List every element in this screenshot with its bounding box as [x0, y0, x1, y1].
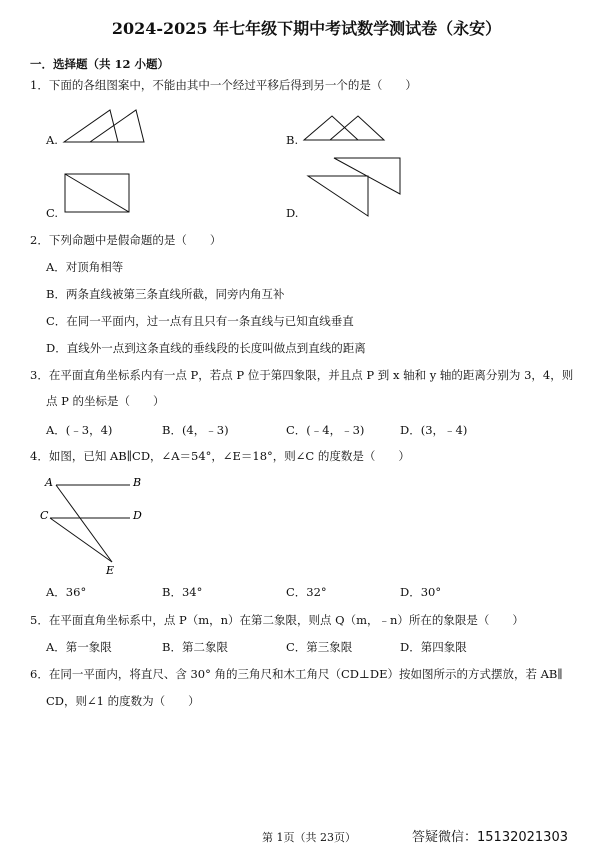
question-1-stem: 1．下面的各组图案中，不能由其中一个经过平移后得到另一个的是（ ） [30, 78, 417, 92]
q3-option-a: A．(﹣3，4) [46, 423, 113, 437]
q2-option-b: B．两条直线被第三条直线所截，同旁内角互补 [46, 287, 285, 301]
q2-option-c: C．在同一平面内，过一点有且只有一条直线与已知直线垂直 [46, 314, 354, 328]
q1-option-b-label: B. [286, 133, 299, 147]
q3-option-d: D．(3，﹣4) [400, 423, 468, 437]
question-4-stem: 4．如图，已知 AB∥CD，∠A＝54°，∠E＝18°，则∠C 的度数是（ ） [30, 449, 410, 463]
q1-b-triangle-2 [330, 116, 384, 140]
q5-option-a: A．第一象限 [46, 640, 112, 654]
question-6-stem-line-2: CD，则∠1 的度数为（ ） [46, 694, 200, 708]
q1-b-triangle-1 [304, 116, 358, 140]
question-2-stem: 2．下列命题中是假命题的是（ ） [30, 233, 222, 247]
q4-label-e: E [106, 564, 115, 577]
q4-figure [40, 472, 160, 580]
q4-line-ae [56, 485, 112, 562]
page-number: 第 1页（共 23页） [262, 831, 356, 844]
question-6-stem-line-1: 6．在同一平面内，将直尺、含 30° 角的三角尺和木工角尺（CD⊥DE）按如图所示的方式摆放，若 AB∥ [30, 667, 563, 681]
q5-option-b: B．第二象限 [162, 640, 228, 654]
q5-option-d: D．第四象限 [400, 640, 467, 654]
q4-line-ce [50, 518, 112, 562]
q1-figure-a [62, 104, 152, 146]
page-title: 2024-2025 年七年级下期中考试数学测试卷（永安） [111, 19, 502, 38]
q1-figure-b [302, 110, 392, 144]
q4-option-c: C．32° [286, 585, 327, 599]
q1-option-d-label: D. [286, 206, 299, 220]
q1-option-a-label: A. [46, 133, 58, 147]
section-heading: 一．选择题（共 12 小题） [30, 57, 170, 71]
q4-label-b: B [133, 476, 142, 489]
question-3-stem-line-2: 点 P 的坐标是（ ） [46, 394, 165, 408]
q4-option-b: B．34° [162, 585, 203, 599]
q4-label-d: D [133, 509, 142, 522]
q2-option-d: D．直线外一点到这条直线的垂线段的长度叫做点到直线的距离 [46, 341, 366, 355]
contact-info: 答疑微信：15132021303 [412, 830, 568, 845]
q1-c-diagonal [65, 174, 129, 212]
question-3-stem-line-1: 3．在平面直角坐标系内有一点 P，若点 P 位于第四象限，并且点 P 到 x 轴和 y 轴的距离分别为 3，4，则 [30, 368, 574, 382]
q1-a-triangle-1 [64, 110, 118, 142]
q1-figure-d [304, 154, 404, 220]
q2-option-a: A．对顶角相等 [46, 260, 124, 274]
q5-option-c: C．第三象限 [286, 640, 353, 654]
q3-option-c: C．(﹣4，﹣3) [286, 423, 365, 437]
q4-label-a: A [45, 476, 53, 489]
q3-option-b: B．(4，﹣3) [162, 423, 229, 437]
q1-figure-c [62, 170, 132, 216]
question-5-stem: 5．在平面直角坐标系中，点 P（m，n）在第二象限，则点 Q（m，﹣n）所在的象限是（ ） [30, 613, 524, 627]
q4-label-c: C [40, 509, 49, 522]
q1-d-triangle-2 [308, 176, 368, 216]
q4-option-a: A．36° [46, 585, 87, 599]
q1-option-c-label: C. [46, 206, 59, 220]
q4-option-d: D．30° [400, 585, 442, 599]
